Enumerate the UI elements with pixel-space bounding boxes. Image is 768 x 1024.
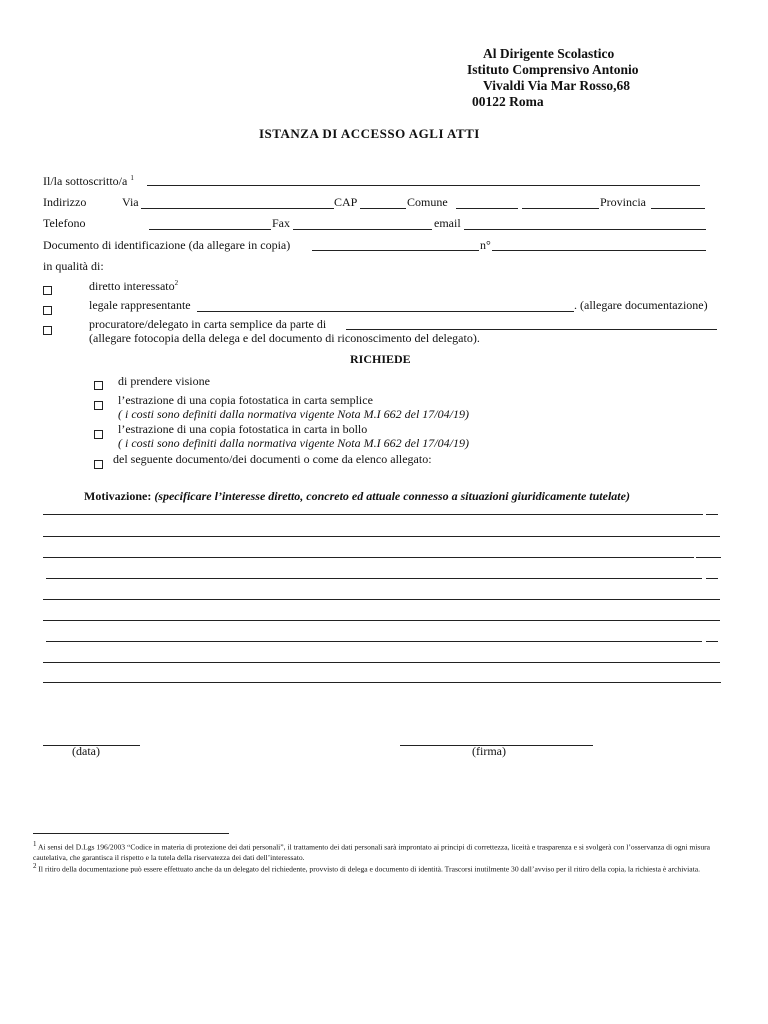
label-cap: CAP [334, 195, 358, 209]
motivazione-line-1[interactable] [43, 514, 703, 515]
footnote-1-text: Ai sensi del D.Lgs 196/2003 “Codice in materia di protezione dei dati personali”, il trattamento dei dati personali sarà improntato ai principi di correttezza, liceità e trasparenza e si svolgerà con l’osservanza di ogni misura cautelativa, che garantisca il rispetto e la tutela della riservatezza dei dati dell’interessato. [33, 842, 711, 862]
label-firma: (firma) [472, 744, 506, 758]
label-visione: di prendere visione [118, 374, 210, 388]
label-documento: Documento di identificazione (da allegare in copia) [43, 238, 291, 252]
motivazione-line-7[interactable] [46, 641, 702, 642]
checkbox-diretto[interactable] [43, 282, 52, 300]
field-telefono[interactable] [149, 229, 271, 230]
motivazione-line-1b[interactable] [706, 514, 718, 515]
recipient-line-1: Al Dirigente Scolastico [483, 46, 615, 61]
label-fax: Fax [272, 216, 290, 230]
label-legale-suffix: . (allegare documentazione) [574, 298, 708, 312]
label-documenti: del seguente documento/dei documenti o come da elenco allegato: [113, 452, 432, 466]
label-copia-semplice: l’estrazione di una copia fotostatica in carta semplice [118, 393, 373, 407]
motivazione-line-8[interactable] [43, 662, 720, 663]
checkbox-copia-bollo[interactable] [94, 426, 103, 444]
motivazione-line-3[interactable] [43, 557, 694, 558]
motivazione-hint: (specificare l’interesse diretto, concreto ed attuale connesso a situazioni giuridicamente tutelate) [154, 489, 630, 503]
note-copia-bollo: ( i costi sono definiti dalla normativa vigente Nota M.I 662 del 17/04/19) [118, 436, 469, 450]
field-provincia[interactable] [651, 208, 705, 209]
label-provincia: Provincia [600, 195, 646, 209]
label-legale: legale rappresentante [89, 298, 191, 312]
motivazione-line-4[interactable] [46, 578, 702, 579]
motivazione-line-2[interactable] [43, 536, 720, 537]
label-email: email [434, 216, 461, 230]
motivazione-line-3b[interactable] [696, 557, 721, 558]
label-procuratore: procuratore/delegato in carta semplice da parte di [89, 317, 327, 331]
checkbox-procuratore[interactable] [43, 322, 52, 340]
label-qualita: in qualità di: [43, 259, 104, 273]
field-comune-2[interactable] [522, 208, 599, 209]
document-title: ISTANZA DI ACCESSO AGLI ATTI [259, 126, 480, 141]
checkbox-copia-semplice[interactable] [94, 397, 103, 415]
label-telefono: Telefono [43, 216, 86, 230]
label-comune: Comune [407, 195, 448, 209]
field-via[interactable] [141, 208, 334, 209]
recipient-line-2: Istituto Comprensivo Antonio [467, 62, 639, 77]
motivazione-line-9[interactable] [43, 682, 721, 683]
richiede-heading: RICHIEDE [350, 352, 411, 366]
checkbox-visione[interactable] [94, 377, 103, 395]
checkbox-legale[interactable] [43, 302, 52, 320]
field-numero[interactable] [492, 250, 706, 251]
field-comune[interactable] [456, 208, 518, 209]
footnote-2-text: Il ritiro della documentazione può essere effettuato anche da un delegato del richiedente, provvisto di delega e documento di identità. Trascorsi inutilmente 30 dall’avviso per il ritiro della copia, la richiesta è archiviata. [38, 864, 700, 874]
footnote-ref-2: 2 [174, 279, 179, 287]
recipient-line-4: 00122 Roma [472, 94, 544, 109]
field-sottoscritto[interactable] [147, 185, 700, 186]
label-data: (data) [72, 744, 100, 758]
field-cap[interactable] [360, 208, 406, 209]
motivazione-label: Motivazione: (specificare l’interesse diretto, concreto ed attuale connesso a situazioni giuridicamente tutelate) [84, 489, 630, 503]
footnote-1-number: 1 [33, 840, 37, 848]
motivazione-line-4b[interactable] [706, 578, 718, 579]
label-numero: n° [480, 238, 491, 252]
footnote-2-number: 2 [33, 862, 37, 870]
label-copia-bollo: l’estrazione di una copia fotostatica in carta in bollo [118, 422, 368, 436]
field-documento[interactable] [312, 250, 479, 251]
label-indirizzo: Indirizzo [43, 195, 87, 209]
label-via: Via [122, 195, 139, 209]
checkbox-documenti[interactable] [94, 456, 103, 474]
field-fax[interactable] [293, 229, 432, 230]
recipient-line-3: Vivaldi Via Mar Rosso,68 [483, 78, 631, 93]
note-procuratore: (allegare fotocopia della delega e del documento di riconoscimento del delegato). [89, 331, 480, 345]
motivazione-line-7b[interactable] [706, 641, 718, 642]
footnote-1 [33, 839, 721, 863]
motivazione-line-5[interactable] [43, 599, 720, 600]
field-legale[interactable] [197, 311, 574, 312]
note-copia-semplice: ( i costi sono definiti dalla normativa vigente Nota M.I 662 del 17/04/19) [118, 407, 469, 421]
label-diretto: diretto interessato$^2$ [89, 279, 179, 293]
field-email[interactable] [464, 229, 706, 230]
motivazione-line-6[interactable] [43, 620, 720, 621]
field-procuratore[interactable] [346, 329, 717, 330]
footnote-2 [33, 861, 721, 875]
footnote-separator [33, 833, 229, 834]
footnote-ref-1: 1 [130, 174, 134, 182]
label-sottoscritto: Il/la sottoscritto/a $^1$ [43, 174, 134, 188]
